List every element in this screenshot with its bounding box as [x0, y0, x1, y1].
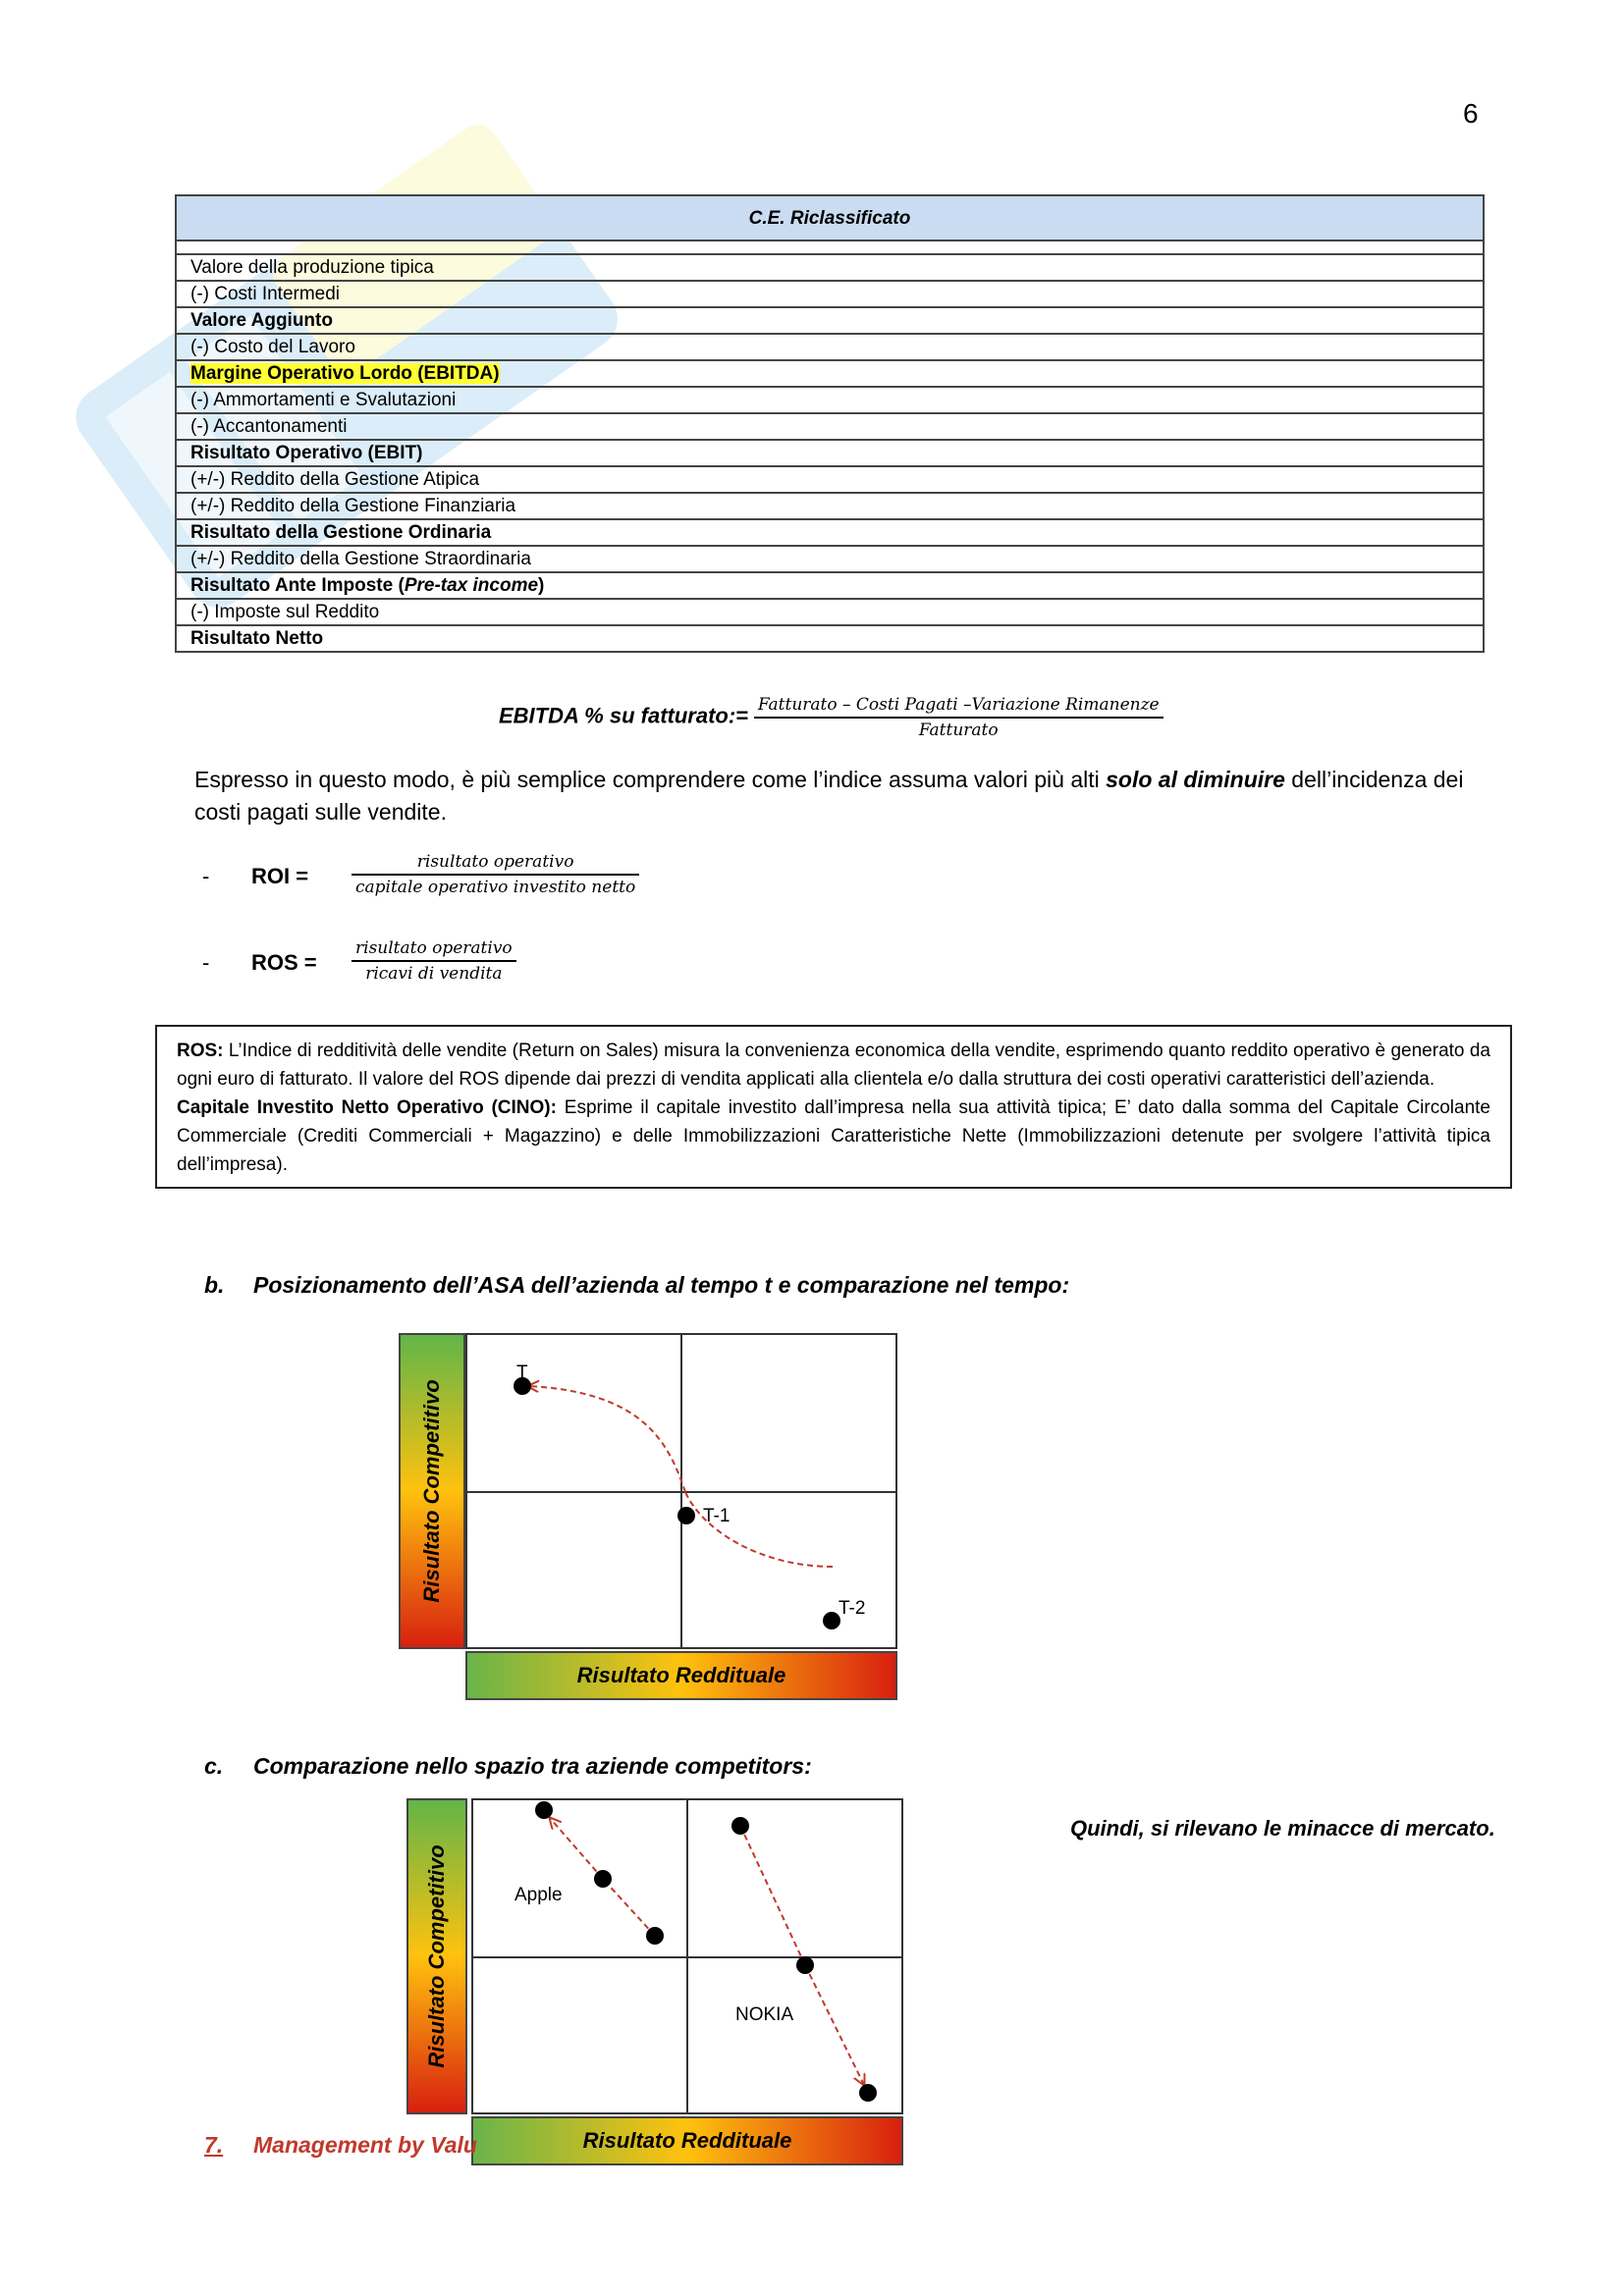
- y-axis-gradient-bar: [406, 1798, 467, 2114]
- ebitda-formula: [499, 695, 1164, 740]
- point-t-label: T: [516, 1362, 528, 1383]
- point-t-2-label: T-2: [839, 1598, 866, 1619]
- row-label: (-) Imposte sul Reddito: [176, 599, 1484, 625]
- nokia-trajectory: [740, 1826, 805, 1965]
- row-label: (+/-) Reddito della Gestione Finanziaria: [176, 493, 1484, 519]
- ros-definition: ROS: L’Indice di redditività delle vendite (Return on Sales) misura la convenienza economica della vendite, esprimendo quanto reddito operativo è generato da ogni euro di fatturato. Il valore del ROS dipende dai prezzi di vendita applicati alla clientela e/o dalla struttura dei costi operativi caratteristici dell’azienda.: [177, 1041, 1490, 1090]
- roi-formula: [202, 852, 693, 911]
- trajectory-path: [685, 1492, 833, 1567]
- roi-fraction: [352, 852, 639, 897]
- nokia-label: NOKIA: [735, 2004, 794, 2025]
- section-7-heading: 7. Management by Valu: [204, 2132, 477, 2158]
- page-number: 6: [1463, 98, 1479, 129]
- ros-fraction: [352, 938, 516, 984]
- nokia-trajectory: [805, 1965, 864, 2085]
- table-row: [176, 360, 1484, 387]
- definitions-box: [155, 1025, 1512, 1189]
- matrix-2-plot: [473, 1800, 901, 2112]
- table-row: [176, 387, 1484, 413]
- ebitda-formula-label: EBITDA % su fatturato:=: [499, 703, 749, 728]
- table-row: [176, 334, 1484, 360]
- x-axis-label: Risultato Reddituale: [576, 1663, 786, 1687]
- table-title: C.E. Riclassificato: [176, 195, 1484, 240]
- bullet-dash: -: [202, 950, 210, 975]
- apple-point: [646, 1927, 664, 1945]
- row-label: Valore Aggiunto: [176, 307, 1484, 334]
- ce-riclassificato-table: [175, 194, 1485, 653]
- ros-denominator: ricavi di vendita: [365, 964, 503, 984]
- row-label: (-) Costi Intermedi: [176, 281, 1484, 307]
- table-row: [176, 599, 1484, 625]
- x-axis-gradient-bar: [471, 2116, 903, 2165]
- row-label: Risultato Netto: [176, 625, 1484, 652]
- quadrant-matrix-1: [465, 1333, 897, 1649]
- row-label: (-) Ammortamenti e Svalutazioni: [176, 387, 1484, 413]
- row-label: Risultato Ante Imposte (Pre-tax income): [176, 572, 1484, 599]
- side-note: Quindi, si rilevano le minacce di mercato.: [1070, 1816, 1495, 1841]
- row-label: Risultato Operativo (EBIT): [176, 440, 1484, 466]
- apple-point: [535, 1801, 553, 1819]
- apple-trajectory: [603, 1879, 655, 1936]
- nokia-point: [731, 1817, 749, 1835]
- y-axis-gradient-bar: [399, 1333, 465, 1649]
- table-row: [176, 413, 1484, 440]
- matrix-1-plot: [467, 1335, 895, 1647]
- ebitda-numerator: Fatturato – Costi Pagati –Variazione Rimanenze: [754, 695, 1164, 719]
- x-axis-gradient-bar: [465, 1651, 897, 1700]
- explanation-paragraph: Espresso in questo modo, è più semplice comprendere come l’indice assuma valori più alti solo al diminuire dell’incidenza dei costi pagati sulle vendite.: [194, 767, 1464, 825]
- table-row: [176, 440, 1484, 466]
- ebitda-denominator: Fatturato: [918, 721, 999, 740]
- roi-numerator: risultato operativo: [352, 852, 639, 876]
- point-t-1: [677, 1507, 695, 1524]
- table-row: [176, 281, 1484, 307]
- ros-formula: [202, 938, 693, 997]
- table-header-row: [176, 195, 1484, 240]
- table-row: [176, 493, 1484, 519]
- section-c-heading: c. Comparazione nello spazio tra aziende competitors:: [204, 1753, 812, 1779]
- table-row: [176, 625, 1484, 652]
- table-row: [176, 572, 1484, 599]
- section-b-heading: b. Posizionamento dell’ASA dell’azienda al tempo t e comparazione nel tempo:: [204, 1272, 1070, 1298]
- y-axis-label: Risultato Competitivo: [419, 1379, 444, 1603]
- x-axis-label: Risultato Reddituale: [582, 2128, 792, 2153]
- bullet-dash: -: [202, 864, 210, 888]
- row-label: Risultato della Gestione Ordinaria: [176, 519, 1484, 546]
- ros-label: ROS =: [251, 950, 317, 975]
- ebitda-highlight-label: Margine Operativo Lordo (EBITDA): [190, 363, 500, 384]
- table-row: [176, 519, 1484, 546]
- quadrant-matrix-2: [471, 1798, 903, 2114]
- apple-trajectory: [550, 1818, 603, 1879]
- table-row: [176, 254, 1484, 281]
- table-row: [176, 307, 1484, 334]
- row-label: (-) Accantonamenti: [176, 413, 1484, 440]
- table-row: [176, 546, 1484, 572]
- nokia-point: [796, 1956, 814, 1974]
- table-spacer-row: [176, 240, 1484, 254]
- apple-point: [594, 1870, 612, 1888]
- row-label: Valore della produzione tipica: [176, 254, 1484, 281]
- roi-denominator: capitale operativo investito netto: [355, 878, 636, 897]
- apple-label: Apple: [514, 1885, 563, 1905]
- y-axis-label: Risultato Competitivo: [424, 1844, 449, 2068]
- ebitda-fraction: [754, 695, 1164, 740]
- ros-numerator: risultato operativo: [352, 938, 516, 962]
- roi-label: ROI =: [251, 864, 309, 888]
- point-t-1-label: T-1: [703, 1506, 731, 1526]
- trajectory-path: [528, 1386, 685, 1492]
- row-label: (+/-) Reddito della Gestione Atipica: [176, 466, 1484, 493]
- cino-definition: Capitale Investito Netto Operativo (CINO): Esprime il capitale investito dall’impresa nella sua attività tipica; E’ dato dalla somma del Capitale Circolante Commerciale (Crediti Commerciali + Magazzino) e delle Immobilizzazioni Caratteristiche Nette (Immobilizzazioni detenute per svolgere l’attività tipica dell’impresa).: [177, 1097, 1490, 1175]
- table-row: [176, 466, 1484, 493]
- row-label: (-) Costo del Lavoro: [176, 334, 1484, 360]
- nokia-point: [859, 2084, 877, 2102]
- row-label: (+/-) Reddito della Gestione Straordinaria: [176, 546, 1484, 572]
